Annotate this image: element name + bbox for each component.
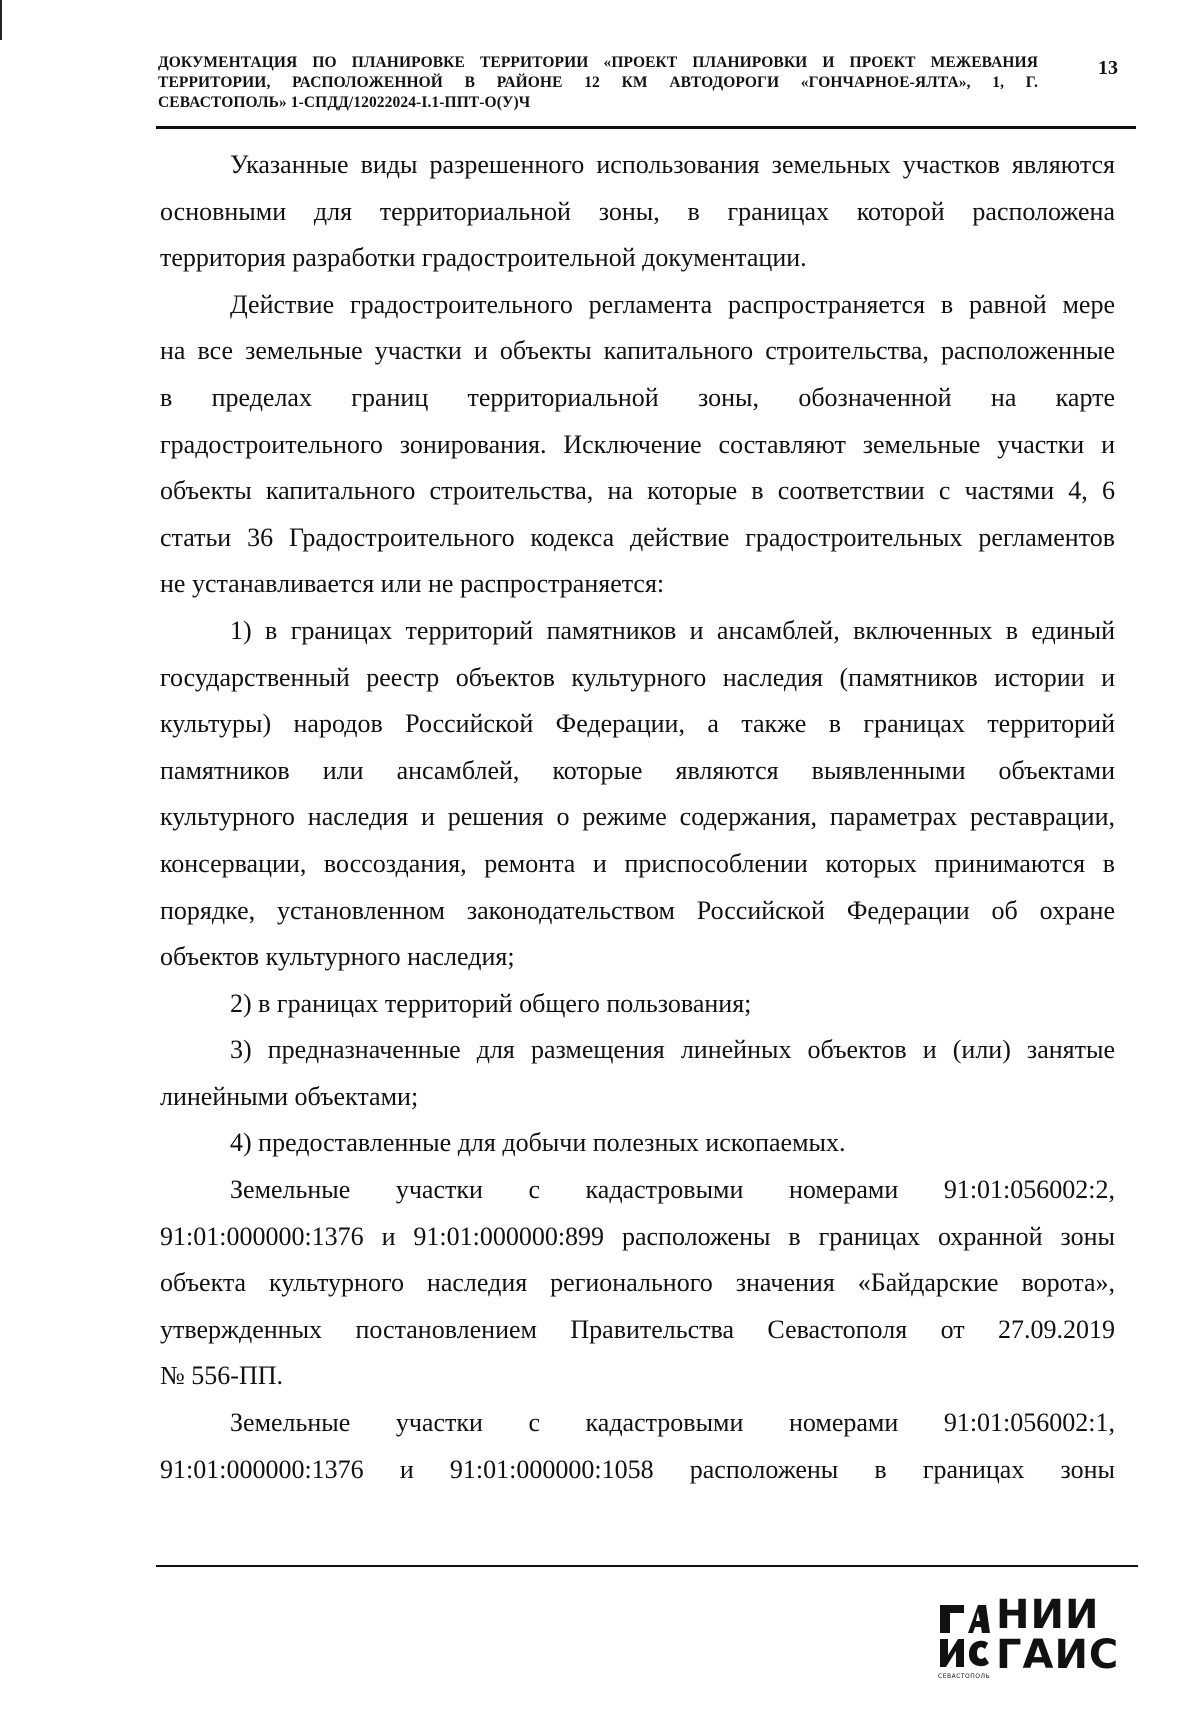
text-line: 4) предоставленные для добычи полезных ископаемых. — [230, 1128, 846, 1158]
text-line: культурного наследия и решения о режиме содержания, параметрах реставрации, — [160, 802, 1115, 832]
text-line: 2) в границах территорий общего пользования; — [230, 988, 752, 1018]
header-line: ТЕРРИТОРИИ, РАСПОЛОЖЕННОЙ В РАЙОНЕ 12 КМ АВТОДОРОГИ «ГОНЧАРНОЕ-ЯЛТА», 1, Г. — [158, 74, 1038, 91]
text-line: линейными объектами; — [160, 1081, 419, 1111]
text-line: № 556-ПП. — [160, 1361, 284, 1391]
paragraph — [160, 1120, 1115, 1167]
text-line: 3) предназначенные для размещения линейных объектов и (или) занятые — [230, 1035, 1115, 1065]
text-line: 91:01:000000:1376 и 91:01:000000:1058 расположены в границах зоны — [160, 1454, 1115, 1484]
text-line: объекты капитального строительства, на которые в соответствии с частями 4, 6 — [160, 476, 1115, 506]
text-line: Действие градостроительного регламента распространяется в равной мере — [230, 289, 1115, 319]
text-line: не устанавливается или не распространяется: — [160, 569, 665, 599]
text-line: 91:01:000000:1376 и 91:01:000000:899 расположены в границах охранной зоны — [160, 1221, 1115, 1251]
text-line: Указанные виды разрешенного использования земельных участков являются — [230, 150, 1115, 179]
header-divider — [156, 126, 1136, 129]
text-line: консервации, воссоздания, ремонта и приспособлении которых принимаются в — [160, 848, 1115, 878]
text-line: государственный реестр объектов культурного наследия (памятников истории и — [160, 662, 1115, 692]
logo-city-caption: СЕВАСТОПОЛЬ — [938, 1673, 991, 1680]
text-line: в пределах границ территориальной зоны, обозначенной на карте — [160, 382, 1115, 412]
text-line: утвержденных постановлением Правительства Севастополя от 27.09.2019 — [160, 1314, 1115, 1344]
text-line: территория разработки градостроительной документации. — [160, 243, 807, 273]
text-line: объектов культурного наследия; — [160, 942, 515, 972]
text-line: Земельные участки с кадастровыми номерами 91:01:056002:1, — [230, 1408, 1115, 1438]
document-body — [160, 142, 1115, 1493]
text-line: 1) в границах территорий памятников и ансамблей, включенных в единый — [230, 615, 1115, 645]
text-line: памятников или ансамблей, которые являются выявленными объектами — [160, 755, 1115, 785]
header-line: ДОКУМЕНТАЦИЯ ПО ПЛАНИРОВКЕ ТЕРРИТОРИИ «ПРОЕКТ ПЛАНИРОВКИ И ПРОЕКТ МЕЖЕВАНИЯ — [158, 54, 1038, 71]
document-header — [158, 53, 1038, 113]
footer-divider — [156, 1565, 1138, 1567]
text-line: градостроительного зонирования. Исключение составляют земельные участки и — [160, 429, 1115, 459]
text-line: культуры) народов Российской Федерации, а также в границах территорий — [160, 709, 1115, 739]
paragraph — [160, 1167, 1115, 1400]
page-number: 13 — [1098, 57, 1118, 79]
paragraph — [160, 142, 1115, 282]
paragraph — [160, 1400, 1115, 1493]
paragraph — [160, 282, 1115, 608]
organization-name — [996, 1592, 1120, 1678]
text-line: Земельные участки с кадастровыми номерами 91:01:056002:2, — [230, 1175, 1115, 1205]
paragraph — [160, 981, 1115, 1028]
text-line: на все земельные участки и объекты капитального строительства, расположенные — [160, 336, 1115, 366]
gaiss-monogram-icon — [938, 1599, 990, 1669]
text-line: порядке, установленном законодательством Российской Федерации об охране — [160, 895, 1115, 925]
text-line: объекта культурного наследия регионального значения «Байдарские ворота», — [160, 1268, 1115, 1298]
text-line: основными для территориальной зоны, в границах которой расположена — [160, 196, 1115, 226]
header-line: СЕВАСТОПОЛЬ» 1-СПДД/12022024-I.1-ППТ-О(У)Ч — [158, 94, 531, 111]
paragraph — [160, 608, 1115, 981]
page-edge-mark — [0, 0, 2, 40]
organization-logo — [938, 1592, 1138, 1685]
organization-name-line: НИИ — [996, 1592, 1100, 1638]
paragraph — [160, 1027, 1115, 1120]
organization-name-line: ГАИС — [996, 1632, 1120, 1678]
text-line: статьи 36 Градостроительного кодекса действие градостроительных регламентов — [160, 522, 1115, 552]
